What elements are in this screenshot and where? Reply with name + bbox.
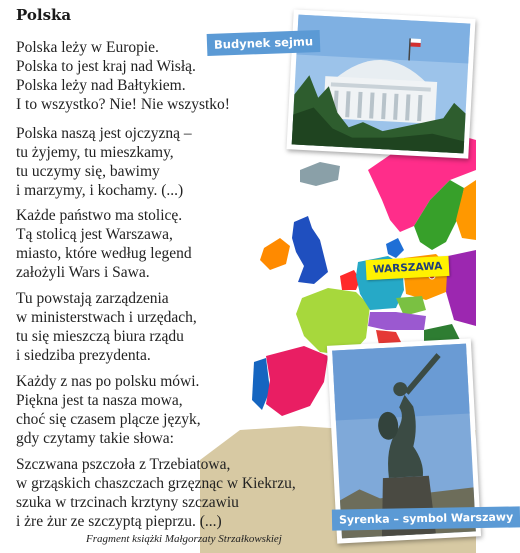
map-belarus-ukraine xyxy=(446,250,476,326)
poem-line: i żre żur ze szczyptą pieprzu. (...) xyxy=(16,513,222,530)
poem-line: Polska leży nad Bałtykiem. xyxy=(16,77,186,94)
poem-stanza xyxy=(16,455,296,531)
poem-line: Każde państwo ma stolicę. xyxy=(16,207,183,224)
source-footnote: Fragment książki Małgorzaty Strzałkowskiej xyxy=(86,533,282,545)
poem-stanza xyxy=(16,372,201,448)
poem-line: choć się czasem plącze język, xyxy=(16,411,201,428)
poem-line: miasto, które według legend xyxy=(16,245,192,262)
map-great-britain xyxy=(292,216,328,284)
poem-line: Szczwana pszczoła z Trzebiatowa, xyxy=(16,456,231,473)
poem-stanza xyxy=(16,38,230,114)
poem-line: i marzymy, i kochamy. (...) xyxy=(16,182,184,199)
poem-line: Tą stolicą jest Warszawa, xyxy=(16,226,173,243)
map-switzerland-austria xyxy=(368,312,426,330)
map-spain xyxy=(266,346,328,416)
poem-title: Polska xyxy=(16,6,72,24)
sejm-caption: Budynek sejmu xyxy=(207,30,321,56)
poem-stanza xyxy=(16,206,192,282)
poem-line: w grząskich chaszczach grzęznąc w Kiekrzu, xyxy=(16,475,296,492)
poem-line: szuka w trzcinach krztyny szczawiu xyxy=(16,494,239,511)
syrenka-caption: Syrenka – symbol Warszawy xyxy=(332,506,520,530)
poem-line: Piękna jest ta nasza mowa, xyxy=(16,392,183,409)
poem-line: Każdy z nas po polsku mówi. xyxy=(16,373,200,390)
map-denmark xyxy=(386,238,404,258)
poem-line: i siedziba prezydenta. xyxy=(16,347,151,364)
map-iceland xyxy=(300,162,340,186)
poem-line: Polska leży w Europie. xyxy=(16,39,159,56)
poem-line: Polska naszą jest ojczyzną – xyxy=(16,125,192,142)
poem-line: tu uczymy się, bawimy xyxy=(16,163,160,180)
poem-line: I to wszystko? Nie! Nie wszystko! xyxy=(16,96,230,113)
warsaw-label: WARSZAWA xyxy=(366,256,450,280)
poem-line: tu żyjemy, tu mieszkamy, xyxy=(16,144,174,161)
poem-line: w ministerstwach i urzędach, xyxy=(16,309,197,326)
map-ireland xyxy=(260,238,290,270)
poem-stanza xyxy=(16,124,192,200)
poem-stanza xyxy=(16,289,197,365)
poem-line: założyli Wars i Sawa. xyxy=(16,264,150,281)
poem-line: tu się mieszczą biura rządu xyxy=(16,328,184,345)
poem-line: gdy czytamy takie słowa: xyxy=(16,430,174,447)
poem-line: Tu powstają zarządzenia xyxy=(16,290,169,307)
poem-line: Polska to jest kraj nad Wisłą. xyxy=(16,58,196,75)
